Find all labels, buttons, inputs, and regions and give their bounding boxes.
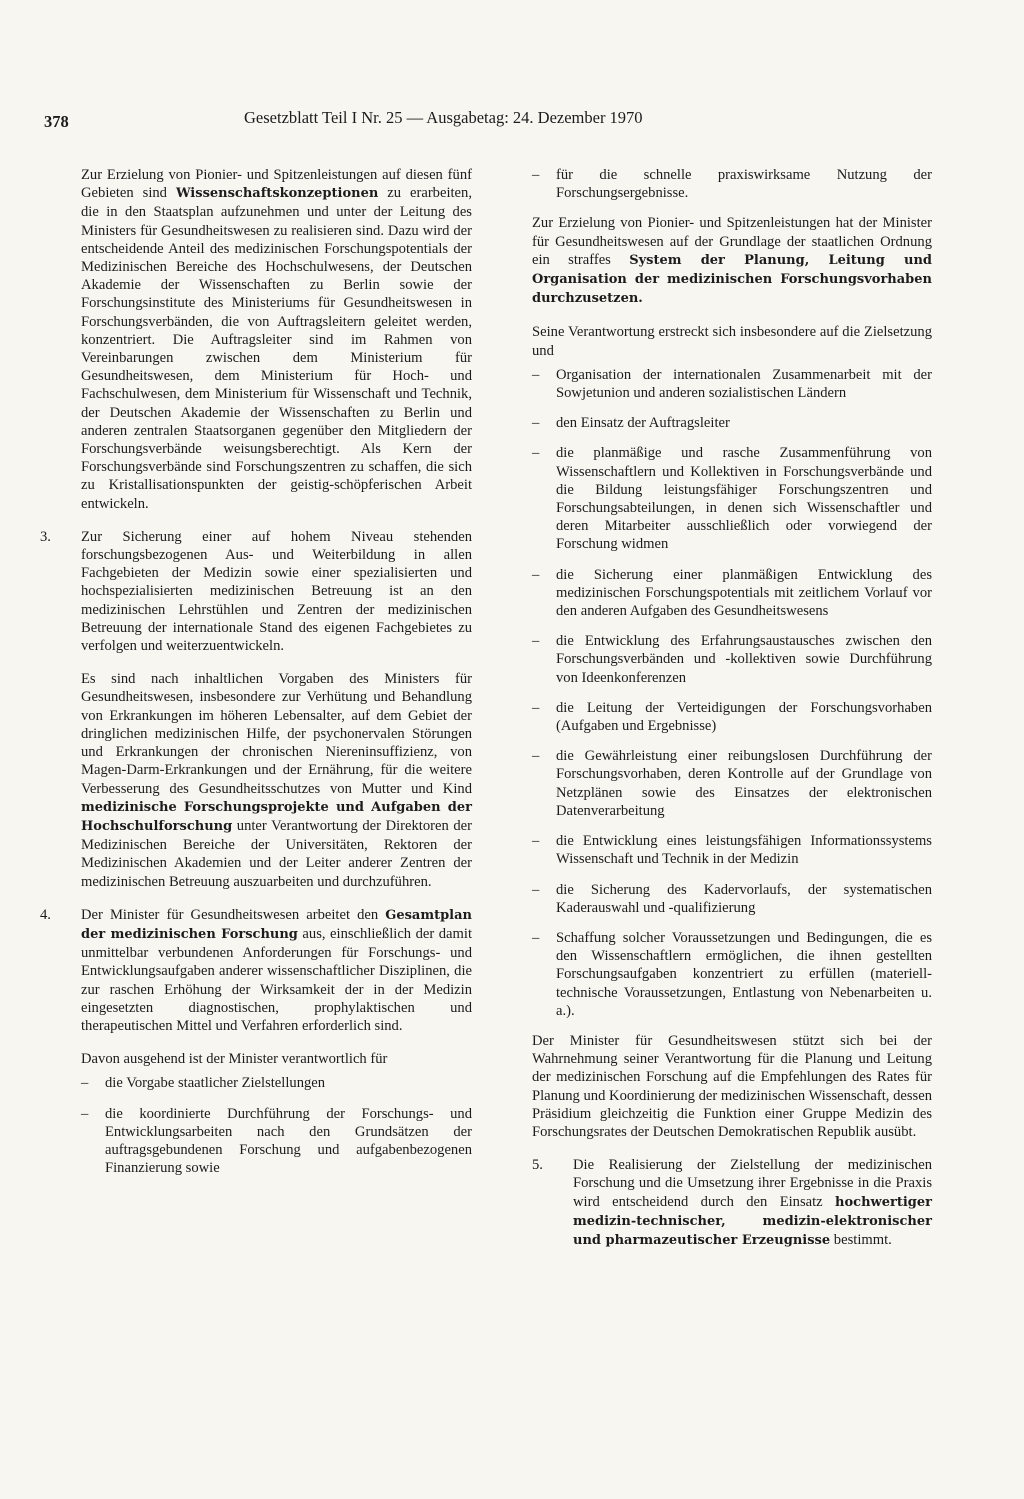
text-run: Zur Erzielung von Pionier- und Spitzenleistungen auf diesen fünf Gebieten sind — [81, 167, 472, 202]
text-run: aus, einschließlich der damit unmittelbar verbundenen Anforderungen für Forschungs- und Entwicklungsaufgaben anderer wissenschaftlicher Disziplinen, die zur raschen Erhöhung der Wirksamkeit der in der Medizin eingesetzten diagnostischen, prophylaktischen und therapeutischen Mittel und Verfahren erforderlich sind. — [81, 925, 472, 1034]
paragraph — [532, 214, 932, 308]
text-run: Zur Erzielung von Pionier- und Spitzenleistungen hat der Minister für Gesundheitswesen auf der Grundlage der staatlichen Ordnung ein straffes — [532, 215, 932, 268]
list-item: – die Vorgabe staatlicher Zielstellungen — [81, 1074, 472, 1092]
page-header — [44, 108, 754, 134]
list-item-text: für die schnelle praxiswirksame Nutzung der Forschungsergebnisse. — [556, 167, 932, 202]
list-item: – die Sicherung einer planmäßigen Entwicklung des medizinischen Forschungspotentials mit zeitlichem Vorlauf vor den anderen Aufgaben des Gesundheitswesens — [532, 566, 932, 620]
text-run: zu erarbeiten, die in den Staatsplan aufzunehmen und unter der Leitung des Ministers für Gesundheitswesen zu realisieren sind. Dazu wird der entscheidende Anteil des medizinischen Forschungspotentials der Medizinischen Bereiche des Hochschulwesens, der Deutschen Akademie der Wissenschaften zu Berlin sowie der Forschungsinstitute des Ministeriums für Gesundheitswesen in Forschungsverbänden, die von Auftragsleitern geleitet werden, konzentriert. Die Auftragsleiter sind im Rahmen von Vereinbarungen zwischen dem Ministerium für Gesundheitswesen, dem Ministerium für Hoch- und Fachschulwesen, dem Ministerium für Wissenschaft und Technik, der Deutschen Akademie der Wissenschaften zu Berlin und anderen zentralen Staatsorganen gegenüber den Mitgliedern der Forschungsverbände weisungsberechtigt. Als Kern der Forschungsverbände sind Forschungszentren zu schaffen, die sich zu Kristallisationspunkten der geistig-schöpferischen Arbeit entwickeln. — [81, 185, 472, 512]
right-column — [532, 166, 932, 1265]
section-5 — [532, 1156, 932, 1250]
list-item: – die Entwicklung eines leistungsfähigen Informationssystems Wissenschaft und Technik in der Medizin — [532, 833, 932, 868]
list-item: – die Entwicklung des Erfahrungsaustausches zwischen den Forschungsverbänden und -kollektiven sowie Durchführung von Ideenkonferenzen — [532, 633, 932, 686]
section-number: 4. — [40, 906, 51, 923]
list-item-text: Schaffung solcher Voraussetzungen und Bedingungen, die es den Wissenschaftlern ermöglichen, die ihnen gestellten Forschungsaufgaben konzentriert zu erfüllen (materiell-technische Voraussetzungen, Entlastung von Nebenarbeiten u. a.). — [556, 929, 932, 1019]
paragraph — [573, 1156, 932, 1250]
list-item: – die Leitung der Verteidigungen der Forschungsvorhaben (Aufgaben und Ergebnisse) — [532, 699, 932, 735]
bold-term: medizinische Forschungsprojekte und Aufgaben der Hochschulforschung — [81, 799, 472, 834]
bold-term: System der Planung, Leitung und Organisation der medizinischen Forschungsvorhaben durchzusetzen. — [532, 252, 932, 307]
list-item-text: die Gewährleistung einer reibungslosen Durchführung der Forschungsvorhaben, deren Kontrolle auf der Grundlage von Netzplänen sowie des Einsatzes der elektronischen Datenverarbeitung — [556, 748, 932, 819]
list-item-text: Organisation der internationalen Zusammenarbeit mit der Sowjetunion und anderen sozialistischen Ländern — [556, 366, 932, 402]
paragraph — [81, 670, 472, 890]
list-item-text: den Einsatz der Auftragsleiter — [556, 415, 730, 432]
list-item: – Schaffung solcher Voraussetzungen und Bedingungen, die es den Wissenschaftlern ermöglichen, die ihnen gestellten Forschungsaufgaben konzentriert zu erfüllen (materiell-technische Voraussetzungen, Entlastung von Nebenarbeiten u. a.). — [532, 929, 932, 1019]
list-item: – die koordinierte Durchführung der Forschungs- und Entwicklungsarbeiten nach den Grundsätzen der auftragsgebundenen Forschung und aufgabenbezogenen Finanzierung sowie — [81, 1105, 472, 1177]
left-column — [40, 166, 472, 1204]
list-item: – für die schnelle praxiswirksame Nutzung der Forschungsergebnisse. — [532, 167, 932, 202]
section-number: 3. — [40, 528, 51, 545]
list-item-text: die Leitung der Verteidigungen der Forschungsvorhaben (Aufgaben und Ergebnisse) — [556, 699, 932, 735]
text-run: Es sind nach inhaltlichen Vorgaben des Ministers für Gesundheitswesen, insbesondere zur Verhütung und Behandlung von Erkrankungen im höheren Lebensalter, auf dem Gebiet der dringlichen medizinischen Hilfe, der psychonervalen Störungen und Erkrankungen der chronischen Niereninsuffizienz, von Magen-Darm-Erkrankungen und der Ernährung, für die weitere Verbesserung des Gesundheitsschutzes von Mutter und Kind — [81, 671, 472, 797]
list-item: – die Gewährleistung einer reibungslosen Durchführung der Forschungsvorhaben, deren Kontrolle auf der Grundlage von Netzplänen sowie des Einsatzes der elektronischen Datenverarbeitung — [532, 748, 932, 819]
list-item-text: die Entwicklung des Erfahrungsaustausches zwischen den Forschungsverbänden und -kollektiven sowie Durchführung von Ideenkonferenzen — [556, 633, 932, 686]
list-item-text: die planmäßige und rasche Zusammenführung von Wissenschaftlern und Kollektiven in Forschungsverbände und die Bildung leistungsfähiger Forschungszentren und Forschungsabteilungen, in denen sich Wissenschaftler und deren Mitarbeiter ausschließlich oder vorwiegend der Forschung widmen — [556, 445, 932, 553]
section-number: 5. — [532, 1157, 543, 1174]
section-4 — [40, 906, 472, 1190]
list-item-text: die Vorgabe staatlicher Zielstellungen — [105, 1075, 326, 1092]
paragraph: Seine Verantwortung erstreckt sich insbesondere auf die Zielsetzung und — [532, 324, 932, 359]
list-item-text: die Entwicklung eines leistungsfähigen Informationssystems Wissenschaft und Technik in der Medizin — [556, 833, 932, 868]
list-item-text: die Sicherung einer planmäßigen Entwicklung des medizinischen Forschungspotentials mit zeitlichem Vorlauf vor den anderen Aufgaben des Gesundheitswesens — [556, 566, 932, 620]
paragraph: Zur Sicherung einer auf hohem Niveau stehenden forschungsbezogenen Aus- und Weiterbildung in allen Fachgebieten der Medizin sowie einer spezialisierten und hochspezialisierten medizinischen Betreuung ist an den medizinischen Lehrstühlen und Zentren der medizinischen Betreuung der internationale Stand des eigenen Fachgebietes zu verfolgen und weiterzuentwickeln. — [81, 528, 472, 655]
text-run: Die Realisierung der Zielstellung der medizinischen Forschung und die Umsetzung ihrer Ergebnisse in die Praxis wird entscheidend durch den Einsatz — [573, 1157, 932, 1210]
paragraph — [40, 166, 472, 513]
text-run: unter Verantwortung der Direktoren der Medizinischen Bereiche der Universitäten, Rektoren der Medizinischen Akademien und der Leiter anderer Zentren der medizinischen Betreuung auszuarbeiten und durchzuführen. — [81, 817, 472, 890]
list-item-text: die koordinierte Durchführung der Forschungs- und Entwicklungsarbeiten nach den Grundsätzen der auftragsgebundenen Forschung und aufgabenbezogenen Finanzierung sowie — [105, 1105, 472, 1177]
paragraph: Der Minister für Gesundheitswesen stützt sich bei der Wahrnehmung seiner Verantwortung für die Planung und Leitung der medizinischen Forschung auf die Empfehlungen des Rates für Planung und Koordinierung der medizinischen Wissenschaft, dessen Präsidium gleichzeitig die Funktion einer Gruppe Medizin des Forschungsrates der Deutschen Demokratischen Republik ausübt. — [532, 1032, 932, 1140]
bold-term: Wissenschaftskonzeptionen — [175, 186, 379, 202]
header-title: Gesetzblatt Teil I Nr. 25 — Ausgabetag: 24. Dezember 1970 — [244, 108, 643, 127]
bold-term: hochwertiger medizin-technischer, medizin-elektronischer und pharmazeutischer Erzeugnisse — [573, 1194, 932, 1248]
list-item: – den Einsatz der Auftragsleiter — [532, 414, 932, 432]
list-item: – Organisation der internationalen Zusammenarbeit mit der Sowjetunion und anderen sozialistischen Ländern — [532, 366, 932, 402]
bold-term: Gesamtplan der medizinischen Forschung — [81, 907, 472, 942]
paragraph: Davon ausgehend ist der Minister verantwortlich für — [81, 1051, 388, 1068]
text-run: bestimmt. — [830, 1231, 892, 1248]
paragraph — [81, 906, 472, 1035]
section-3 — [40, 528, 472, 891]
page-number: 378 — [44, 112, 69, 131]
list-item: – die Sicherung des Kadervorlaufs, der systematischen Kaderauswahl und -qualifizierung — [532, 881, 932, 916]
text-run: Der Minister für Gesundheitswesen arbeitet den — [81, 906, 386, 923]
list-item: – die planmäßige und rasche Zusammenführung von Wissenschaftlern und Kollektiven in Forschungsverbände und die Bildung leistungsfähiger Forschungszentren und Forschungsabteilungen, in denen sich Wissenschaftler und deren Mitarbeiter ausschließlich oder vorwiegend der Forschung widmen — [532, 445, 932, 553]
list-item-text: die Sicherung des Kadervorlaufs, der systematischen Kaderauswahl und -qualifizierung — [556, 881, 932, 916]
